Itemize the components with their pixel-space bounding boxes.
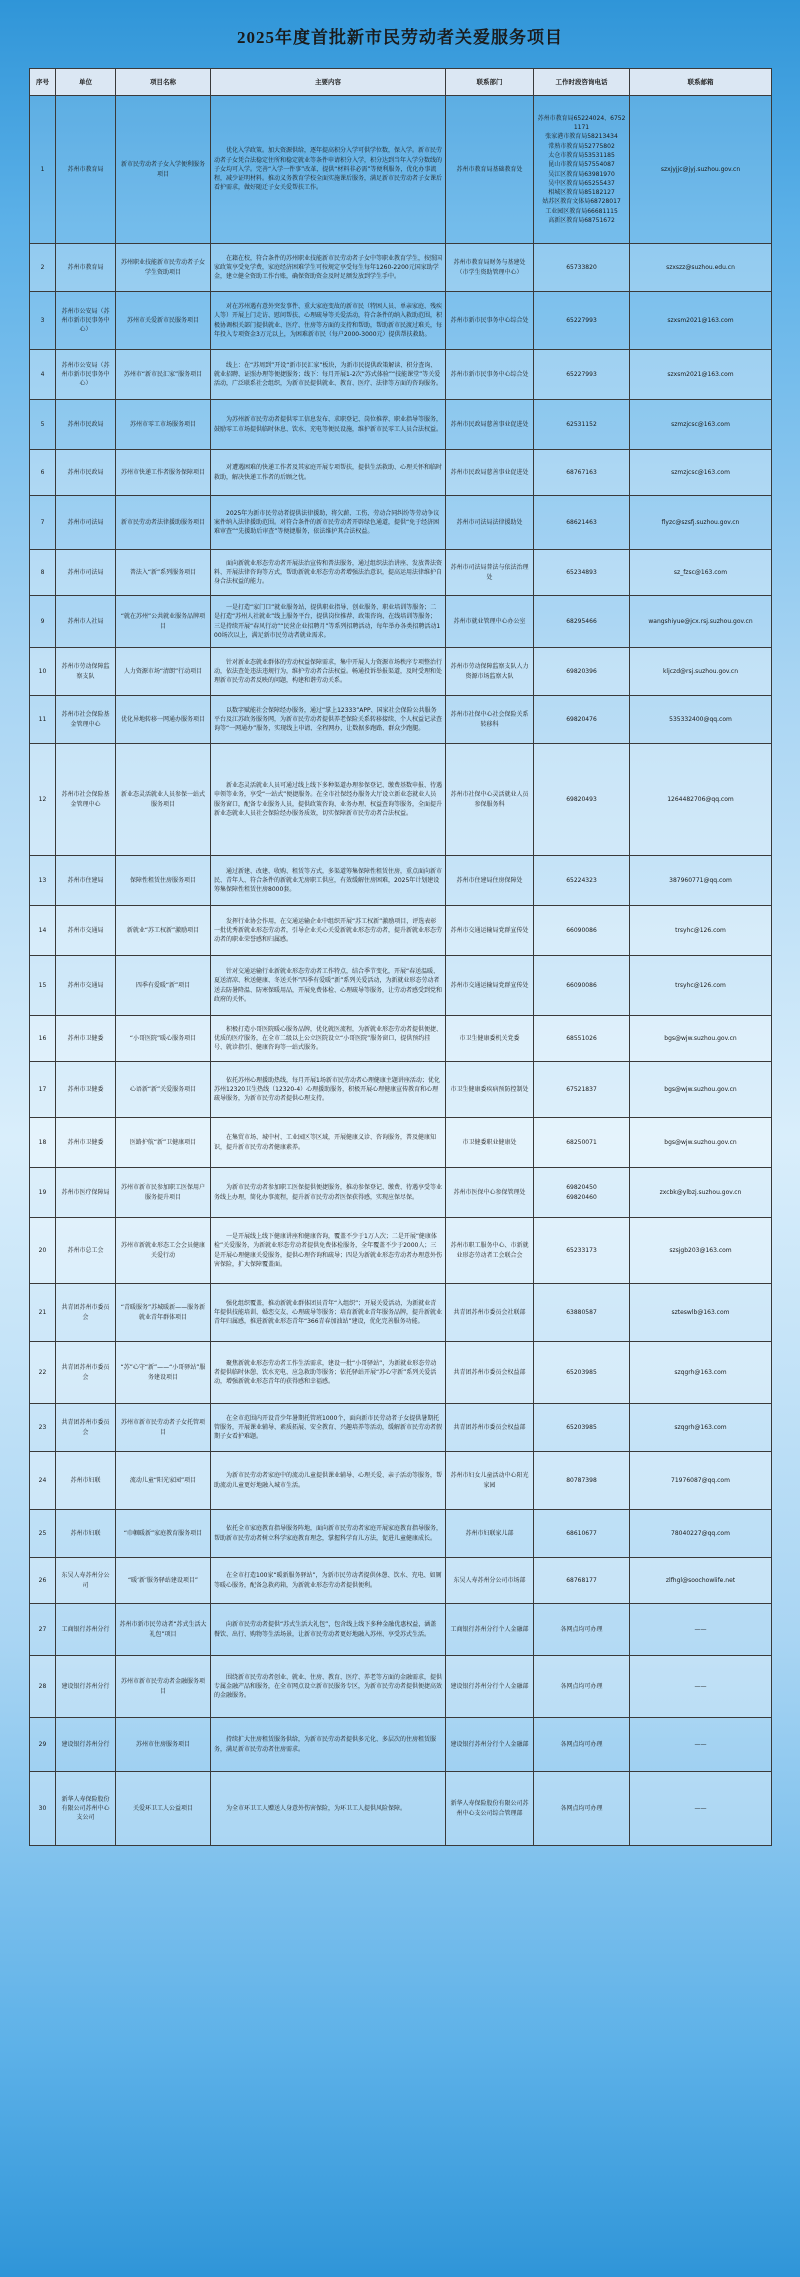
row-project-name: 心语新“新”关爱服务项目 <box>116 1062 211 1118</box>
table-row <box>30 596 772 648</box>
row-project-name: 苏州市住房服务项目 <box>116 1718 211 1772</box>
row-number: 21 <box>30 1284 56 1342</box>
table-row <box>30 550 772 596</box>
row-dept: 苏州市就业管理中心办公室 <box>446 596 534 648</box>
row-content: 通过新建、改建、收购、租赁等方式，多渠道筹集保障性租赁住房，重点面向新市民、青年人、符合条件的新就业无房职工供应，有效缓解住房困难，2025年计划建设筹集保障性租赁住房8000套。 <box>211 856 446 906</box>
row-number: 8 <box>30 550 56 596</box>
row-dept: 苏州市新市民事务中心综合处 <box>446 350 534 400</box>
table-row <box>30 1342 772 1404</box>
table-row <box>30 744 772 856</box>
row-unit: 共青团苏州市委员会 <box>56 1284 116 1342</box>
header-dept: 联系部门 <box>446 69 534 96</box>
row-dept: 共青团苏州市委员会社联部 <box>446 1284 534 1342</box>
row-project-name: 四季有爱暖“新”项目 <box>116 956 211 1016</box>
table-row <box>30 1656 772 1718</box>
row-email[interactable]: zxcbk@ylbzj.suzhou.gov.cn <box>630 1168 772 1218</box>
row-number: 30 <box>30 1772 56 1846</box>
row-number: 9 <box>30 596 56 648</box>
row-project-name: 流动儿童“阳光家园”项目 <box>116 1452 211 1510</box>
row-content: 针对交通运输行业新就业形态劳动者工作特点，结合季节变化，开展“春送温暖、夏送清凉、秋送健康、冬送关怀”四季有爱暖“新”系列关爱活动，为新就业形态劳动者送去防暑降温、防寒保暖用品，开展免费体检、心理疏导等服务，让劳动者感受到党和政府的关怀。 <box>211 956 446 1016</box>
row-dept: 苏州市司法局普法与依法治理处 <box>446 550 534 596</box>
row-number: 7 <box>30 496 56 550</box>
row-dept: 苏州市劳动保障监察支队人力资源市场监察大队 <box>446 648 534 696</box>
row-phone: 65203985 <box>534 1404 630 1452</box>
row-content: 针对新业态就业群体的劳动权益保障需求，集中开展人力资源市场秩序专项整治行动，依法查处违法违规行为，维护劳动者合法权益。畅通投诉举报渠道，及时受理和处理新市民劳动者反映的问题，构建和谐劳动关系。 <box>211 648 446 696</box>
row-dept: 苏州市教育局基础教育处 <box>446 96 534 244</box>
row-unit: 苏州市人社局 <box>56 596 116 648</box>
row-project-name: 新就业“苏工权新”激励项目 <box>116 906 211 956</box>
table-row <box>30 1718 772 1772</box>
row-unit: 苏州市医疗保障局 <box>56 1168 116 1218</box>
row-dept: 苏州市民政局慈善事业促进处 <box>446 400 534 450</box>
row-project-name: 苏州市新就业形态工会会员健康关爱行动 <box>116 1218 211 1284</box>
header-phone: 工作时段咨询电话 <box>534 69 630 96</box>
row-number: 11 <box>30 696 56 744</box>
row-phone: 各网点均可办理 <box>534 1718 630 1772</box>
row-phone: 68551026 <box>534 1016 630 1062</box>
row-number: 23 <box>30 1404 56 1452</box>
row-email[interactable]: szqgrh@163.com <box>630 1342 772 1404</box>
row-content: 聚焦新就业形态劳动者工作生活需求，建设一批“小哥驿站”，为新就业形态劳动者提供临时休憩、饮水充电、应急救助等服务；依托驿站开展“苏心守新”系列关爱活动，增强新就业形态青年的获得感和幸福感。 <box>211 1342 446 1404</box>
row-email[interactable]: zlfhgl@soochowlife.net <box>630 1558 772 1604</box>
table-row <box>30 1062 772 1118</box>
table-row <box>30 1218 772 1284</box>
row-number: 15 <box>30 956 56 1016</box>
row-phone: 65733820 <box>534 244 630 292</box>
row-project-name: 苏州职业技能新市民劳动者子女学生资助项目 <box>116 244 211 292</box>
row-content: 依托全市家庭教育指导服务阵地，面向新市民劳动者家庭开展家庭教育指导服务，帮助新市民劳动者树立科学家庭教育理念，掌握科学育儿方法，促进儿童健康成长。 <box>211 1510 446 1558</box>
row-unit: 苏州市交通局 <box>56 906 116 956</box>
row-email[interactable]: kljczd@rsj.suzhou.gov.cn <box>630 648 772 696</box>
row-content: 向新市民劳动者提供“苏式生活大礼包”，包含线上线下多种金融优惠权益，涵盖餐饮、出行、购物等生活场景，让新市民劳动者更好地融入苏州、享受苏式生活。 <box>211 1604 446 1656</box>
row-project-name: 苏州市“新市民汇家”服务项目 <box>116 350 211 400</box>
row-content: 对在苏州遇有意外突发事件、重大家庭变故的新市民（特困人员、单亲家庭、残疾人等）开展上门走访、慰问帮扶、心理疏导等关爱活动，符合条件的纳入救助范围，积极协调相关部门提供就业、医疗、住房等方面的支持和帮助，帮助新市民渡过难关，每年投入专项资金3万元以上，为困难新市民（每户2000-3000元）提供帮扶救助。 <box>211 292 446 350</box>
row-email: —— <box>630 1772 772 1846</box>
row-content: 线上：在“苏周到”开设“新市民汇家”板块，为新市民提供政策解读、积分查询、就业招聘、证照办理等便捷服务；线下：每月开展1-2次“苏式体验”“技能课堂”等关爱活动，广泛联系社会组织，为新市民提供就业、教育、医疗、法律等方面的咨询服务。 <box>211 350 446 400</box>
row-project-name: 新市民劳动者法律援助服务项目 <box>116 496 211 550</box>
row-number: 19 <box>30 1168 56 1218</box>
row-dept: 苏州市交通运输局党群宣传处 <box>446 906 534 956</box>
row-number: 26 <box>30 1558 56 1604</box>
table-row <box>30 244 772 292</box>
row-unit: 建设银行苏州分行 <box>56 1718 116 1772</box>
row-phone: 各网点均可办理 <box>534 1656 630 1718</box>
header-project-name: 项目名称 <box>116 69 211 96</box>
row-dept: 共青团苏州市委员会权益部 <box>446 1404 534 1452</box>
table-row <box>30 1558 772 1604</box>
row-content: 对遭遇困难的快递工作者及其家庭开展专项帮扶，提供生活救助、心理关怀和临时救助，解决快递工作者的后顾之忧。 <box>211 450 446 496</box>
row-project-name: “就在苏州”公共就业服务品牌项目 <box>116 596 211 648</box>
row-unit: 苏州市劳动保障监察支队 <box>56 648 116 696</box>
row-phone: 65227993 <box>534 350 630 400</box>
row-phone: 68610677 <box>534 1510 630 1558</box>
row-unit: 苏州市司法局 <box>56 496 116 550</box>
row-unit: 工商银行苏州分行 <box>56 1604 116 1656</box>
row-project-name: 人力资源市场“清朗”行动项目 <box>116 648 211 696</box>
row-number: 29 <box>30 1718 56 1772</box>
row-content: 积极打造小哥医院暖心服务品牌，优化就医流程，为新就业形态劳动者提供便捷、优质的医疗服务，在全市二级以上公立医院设立“小哥医院”服务窗口，提供预约挂号、就诊指引、健康咨询等一站式服务。 <box>211 1016 446 1062</box>
row-number: 13 <box>30 856 56 906</box>
table-row <box>30 1604 772 1656</box>
row-email[interactable]: szsjgb203@163.com <box>630 1218 772 1284</box>
row-phone: 苏州市教育局65224024、67521171 张家港市教育局58213434 常熟市教育局52775802 太仓市教育局53531185 昆山市教育局57554087 吴江区教育局63981970 吴中区教育局65255437 相城区教育局85182127 姑苏区教育文体局68728017 工业园区教育局66681115 高新区教育局68751672 <box>534 96 630 244</box>
table-row <box>30 400 772 450</box>
table-row <box>30 350 772 400</box>
row-project-name: 苏州市新市民劳动者金融服务项目 <box>116 1656 211 1718</box>
row-unit: 苏州市总工会 <box>56 1218 116 1284</box>
header-content: 主要内容 <box>211 69 446 96</box>
row-project-name: 苏州市零工市场服务项目 <box>116 400 211 450</box>
row-phone: 65233173 <box>534 1218 630 1284</box>
row-unit: 新华人寿保险股份有限公司苏州中心支公司 <box>56 1772 116 1846</box>
row-phone: 69820396 <box>534 648 630 696</box>
row-phone: 各网点均可办理 <box>534 1772 630 1846</box>
row-number: 10 <box>30 648 56 696</box>
row-project-name: “苏”心守“新”——“小哥驿站”服务建设项目 <box>116 1342 211 1404</box>
row-content: 以数字赋能社会保障经办服务，通过“掌上12333”APP、国家社会保险公共服务平台及江苏政务服务网，为新市民劳动者提供养老保险关系转移接续、个人权益记录查询等“一网通办”服务，实现线上申请、全程网办，让数据多跑路、群众少跑腿。 <box>211 696 446 744</box>
table-row <box>30 1118 772 1168</box>
row-email[interactable]: sz_fzsc@163.com <box>630 550 772 596</box>
row-phone: 69820476 <box>534 696 630 744</box>
table-row <box>30 496 772 550</box>
row-email[interactable]: szmzjcsc@163.com <box>630 450 772 496</box>
row-dept: 苏州市社保中心灵活就业人员参保服务科 <box>446 744 534 856</box>
row-email[interactable]: szqgrh@163.com <box>630 1404 772 1452</box>
row-email[interactable]: bgs@wjw.suzhou.gov.cn <box>630 1062 772 1118</box>
row-unit: 建设银行苏州分行 <box>56 1656 116 1718</box>
table-row <box>30 1510 772 1558</box>
row-content: 为全市环卫工人赠送人身意外伤害保险，为环卫工人提供风险保障。 <box>211 1772 446 1846</box>
row-content: 依托苏州心理援助热线，每月开展1场新市民劳动者心理健康主题讲座活动；优化苏州12320卫生热线（12320-4）心理援助服务，积极开展心理健康宣传教育和心理疏导服务，为新市民劳动者提供心理支持。 <box>211 1062 446 1118</box>
row-dept: 苏州市教育局财务与基建处（市学生资助管理中心） <box>446 244 534 292</box>
row-content: 围绕新市民劳动者创业、就业、住房、教育、医疗、养老等方面的金融需求，提供专属金融产品和服务，在全市网点设立新市民服务专区，为新市民劳动者提供便捷高效的金融服务。 <box>211 1656 446 1718</box>
row-phone: 68768177 <box>534 1558 630 1604</box>
row-unit: 苏州市卫健委 <box>56 1062 116 1118</box>
row-number: 4 <box>30 350 56 400</box>
row-number: 24 <box>30 1452 56 1510</box>
row-project-name: 保障性租赁住房服务项目 <box>116 856 211 906</box>
table-row <box>30 696 772 744</box>
row-project-name: 优化异地转移一网通办服务项目 <box>116 696 211 744</box>
row-dept: 苏州市妇联家儿部 <box>446 1510 534 1558</box>
service-projects-table <box>29 68 772 1846</box>
row-number: 25 <box>30 1510 56 1558</box>
row-email[interactable]: 387960771@qq.com <box>630 856 772 906</box>
row-phone: 66090086 <box>534 956 630 1016</box>
row-dept: 苏州市住建局住房保障处 <box>446 856 534 906</box>
table-row <box>30 292 772 350</box>
row-dept: 苏州市妇女儿童活动中心阳光家园 <box>446 1452 534 1510</box>
row-phone: 65203985 <box>534 1342 630 1404</box>
row-email[interactable]: szxsm2021@163.com <box>630 350 772 400</box>
header-email: 联系邮箱 <box>630 69 772 96</box>
row-phone: 65224323 <box>534 856 630 906</box>
row-content: 在全市范围内开设青少年暑期托管班1000个，面向新市民劳动者子女提供暑期托管服务，开展课业辅导、素质拓展、安全教育、兴趣培养等活动，缓解新市民劳动者假期子女看护难题。 <box>211 1404 446 1452</box>
row-content: 一是打造“家门口”就业服务站，提供职业指导、创业服务、职业培训等服务；二是打造“苏州人社就业”线上服务平台，提供岗位推荐、政策咨询、在线培训等服务；三是持续开展“春风行动”“民营企业招聘月”等系列招聘活动，每年举办各类招聘活动100场次以上，满足新市民劳动者就业需求。 <box>211 596 446 648</box>
row-dept: 市卫生健康委机关党委 <box>446 1016 534 1062</box>
row-dept: 共青团苏州市委员会权益部 <box>446 1342 534 1404</box>
row-email[interactable]: 535332400@qq.com <box>630 696 772 744</box>
row-phone: 68621463 <box>534 496 630 550</box>
row-unit: 苏州市卫健委 <box>56 1016 116 1062</box>
row-email: —— <box>630 1718 772 1772</box>
row-number: 22 <box>30 1342 56 1404</box>
table-row <box>30 96 772 244</box>
row-unit: 苏州市交通局 <box>56 956 116 1016</box>
table-row <box>30 450 772 496</box>
table-row <box>30 648 772 696</box>
row-unit: 苏州市社会保险基金管理中心 <box>56 744 116 856</box>
row-dept: 建设银行苏州分行个人金融部 <box>446 1656 534 1718</box>
row-number: 18 <box>30 1118 56 1168</box>
row-email[interactable]: szxjyjjc@jyj.suzhou.gov.cn <box>630 96 772 244</box>
table-header-row <box>30 69 772 96</box>
row-project-name: 苏州市快递工作者服务保障项目 <box>116 450 211 496</box>
row-dept: 苏州市民政局慈善事业促进处 <box>446 450 534 496</box>
page-title: 2025年度首批新市民劳动者关爱服务项目 <box>237 28 563 47</box>
row-dept: 市卫生健康委疾病预防控制处 <box>446 1062 534 1118</box>
row-number: 1 <box>30 96 56 244</box>
row-unit: 苏州市妇联 <box>56 1510 116 1558</box>
row-project-name: 苏州市关爱新市民服务项目 <box>116 292 211 350</box>
row-dept: 工商银行苏州分行个人金融部 <box>446 1604 534 1656</box>
row-content: 在籍在校，符合条件的苏州职业技能新市民劳动者子女中等职业教育学生，按照国家政策享受免学费，家庭经济困难学生可按规定享受每生每年1260-2200元国家助学金，建立健全资助工作台账，确保资助资金及时足额发放到学生手中。 <box>211 244 446 292</box>
row-email[interactable]: szmzjcsc@163.com <box>630 400 772 450</box>
table-row <box>30 856 772 906</box>
row-content: 为新市民劳动者家庭中的流动儿童提供课业辅导、心理关爱、亲子活动等服务，帮助流动儿童更好地融入城市生活。 <box>211 1452 446 1510</box>
row-unit: 共青团苏州市委员会 <box>56 1404 116 1452</box>
row-content: 一是开展线上线下健康讲座和健康咨询，覆盖不少于1万人次；二是开展“健康体检”关爱服务，为新就业形态劳动者提供免费体检服务，全年覆盖不少于2000人；三是开展心理健康关爱服务，提供心理咨询和疏导；四是为新就业形态劳动者办理意外伤害保险，扩大保障覆盖面。 <box>211 1218 446 1284</box>
row-content: 在全市打造100家“暖新服务驿站”，为新市民劳动者提供休憩、饮水、充电、如厕等暖心服务，配备急救药箱，为新就业形态劳动者提供便利。 <box>211 1558 446 1604</box>
row-project-name: 关爱环卫工人公益项目 <box>116 1772 211 1846</box>
row-phone: 63880587 <box>534 1284 630 1342</box>
row-project-name: “暖‘新’服务驿站建设项目” <box>116 1558 211 1604</box>
table-row <box>30 1016 772 1062</box>
row-number: 6 <box>30 450 56 496</box>
row-unit: 苏州市妇联 <box>56 1452 116 1510</box>
row-number: 14 <box>30 906 56 956</box>
row-unit: 东吴人寿苏州分公司 <box>56 1558 116 1604</box>
row-email[interactable]: szxsm2021@163.com <box>630 292 772 350</box>
row-email[interactable]: bgs@wjw.suzhou.gov.cn <box>630 1118 772 1168</box>
row-phone: 68250071 <box>534 1118 630 1168</box>
row-dept: 东吴人寿苏州分公司市场部 <box>446 1558 534 1604</box>
row-email[interactable]: wangshiyue@jcx.rsj.suzhou.gov.cn <box>630 596 772 648</box>
row-email[interactable]: bgs@wjw.suzhou.gov.cn <box>630 1016 772 1062</box>
row-phone: 67521837 <box>534 1062 630 1118</box>
row-content: 面向新就业形态劳动者开展法治宣传和普法服务，通过组织法治讲座、发放普法资料、开展法律咨询等方式，帮助新就业形态劳动者增强法治意识，提高运用法律维护自身合法权益的能力。 <box>211 550 446 596</box>
row-content: 新业态灵活就业人员可通过线上线下多种渠道办理参保登记、缴费基数申报、待遇申领等业务，享受“一站式”便捷服务。在全市社保经办服务大厅设立新业态就业人员服务窗口，配备专业服务人员，提供政策咨询、业务办理、权益查询等服务，全面提升新业态就业人员社会保险经办服务质效，切实保障新市民劳动者合法权益。 <box>211 744 446 856</box>
row-number: 2 <box>30 244 56 292</box>
row-project-name: 普法入“新”系列服务项目 <box>116 550 211 596</box>
row-phone: 69820493 <box>534 744 630 856</box>
row-email[interactable]: szteswlb@163.com <box>630 1284 772 1342</box>
row-number: 16 <box>30 1016 56 1062</box>
row-email: —— <box>630 1656 772 1718</box>
row-email[interactable]: 71976087@qq.com <box>630 1452 772 1510</box>
row-unit: 苏州市公安局（苏州市新市民事务中心） <box>56 350 116 400</box>
row-phone: 66090086 <box>534 906 630 956</box>
row-dept: 苏州市新市民事务中心综合处 <box>446 292 534 350</box>
row-content: 为苏州新市民劳动者提供零工信息发布、求职登记、岗位推荐、职业指导等服务，鼓励零工市场提供临时休息、饮水、充电等便民设施，维护新市民零工人员合法权益。 <box>211 400 446 450</box>
row-email[interactable]: 1264482706@qq.com <box>630 744 772 856</box>
row-number: 28 <box>30 1656 56 1718</box>
table-row <box>30 1452 772 1510</box>
row-project-name: 新市民劳动者子女入学便利服务项目 <box>116 96 211 244</box>
row-unit: 苏州市司法局 <box>56 550 116 596</box>
header-unit: 单位 <box>56 69 116 96</box>
table-row <box>30 906 772 956</box>
row-dept: 市卫健委职业健康处 <box>446 1118 534 1168</box>
row-unit: 苏州市公安局（苏州市新市民事务中心） <box>56 292 116 350</box>
row-email: —— <box>630 1604 772 1656</box>
header-no: 序号 <box>30 69 56 96</box>
row-unit: 苏州市教育局 <box>56 244 116 292</box>
row-number: 5 <box>30 400 56 450</box>
row-phone: 65227993 <box>534 292 630 350</box>
row-content: 2025年为新市民劳动者提供法律援助，将欠薪、工伤、劳动合同纠纷等劳动争议案件纳入法律援助范围。对符合条件的新市民劳动者开辟绿色通道，提供“免于经济困难审查”“先援助后审查”等便捷服务，依法维护其合法权益。 <box>211 496 446 550</box>
table-row <box>30 1168 772 1218</box>
row-phone: 68767163 <box>534 450 630 496</box>
row-content: 在集贸市场、城中村、工业园区等区域，开展健康义诊、咨询服务，普及健康知识，提升新市民劳动者健康素养。 <box>211 1118 446 1168</box>
row-email[interactable]: trsyhc@126.com <box>630 956 772 1016</box>
row-project-name: 苏州市新市民劳动者“苏式生活大礼包”项目 <box>116 1604 211 1656</box>
row-project-name: “小哥医院”暖心服务项目 <box>116 1016 211 1062</box>
row-dept: 建设银行苏州分行个人金融部 <box>446 1718 534 1772</box>
row-phone: 80787398 <box>534 1452 630 1510</box>
row-email[interactable]: 78040227@qq.com <box>630 1510 772 1558</box>
row-unit: 苏州市教育局 <box>56 96 116 244</box>
row-phone: 65234893 <box>534 550 630 596</box>
row-project-name: “巾帼暖新”家庭教育服务项目 <box>116 1510 211 1558</box>
table-row <box>30 1772 772 1846</box>
row-project-name: “青暖服务”苏城暖新——服务新就业青年群体项目 <box>116 1284 211 1342</box>
row-dept: 新华人寿保险股份有限公司苏州中心支公司综合管理部 <box>446 1772 534 1846</box>
row-phone: 62531152 <box>534 400 630 450</box>
row-project-name: 苏州市新市民参加职工医保用户服务提升项目 <box>116 1168 211 1218</box>
table-row <box>30 956 772 1016</box>
row-number: 27 <box>30 1604 56 1656</box>
row-unit: 共青团苏州市委员会 <box>56 1342 116 1404</box>
row-phone: 69820450 69820460 <box>534 1168 630 1218</box>
row-number: 12 <box>30 744 56 856</box>
row-phone: 各网点均可办理 <box>534 1604 630 1656</box>
row-number: 3 <box>30 292 56 350</box>
row-phone: 68295466 <box>534 596 630 648</box>
row-content: 优化入学政策。加大资源供给，逐年提高积分入学可供学位数，保入学。新市民劳动者子女凭合法稳定住所和稳定就业等条件申请积分入学，积分达到当年入学分数线的子女均可入学。完善“入学一件事”改革，提供“材料非必需”等便利服务，优化办事流程，减少证明材料。推动义务教育学校全面实施课后服务，满足新市民劳动者子女课后看护需求，做好随迁子女关爱帮扶工作。 <box>211 96 446 244</box>
row-unit: 苏州市社会保险基金管理中心 <box>56 696 116 744</box>
row-dept: 苏州市司法局法律援助处 <box>446 496 534 550</box>
row-email[interactable]: trsyhc@126.com <box>630 906 772 956</box>
row-number: 17 <box>30 1062 56 1118</box>
row-content: 为新市民劳动者参加职工医保提供便捷服务，推动参保登记、缴费、待遇享受等业务线上办理，简化办事流程，提升新市民劳动者医保获得感，实现应保尽保。 <box>211 1168 446 1218</box>
row-unit: 苏州市民政局 <box>56 400 116 450</box>
row-dept: 苏州市社保中心社会保险关系转移科 <box>446 696 534 744</box>
row-project-name: 新业态灵活就业人员参保一站式服务项目 <box>116 744 211 856</box>
row-dept: 苏州市交通运输局党群宣传处 <box>446 956 534 1016</box>
row-email[interactable]: szxszz@suzhou.edu.cn <box>630 244 772 292</box>
row-content: 发挥行业协会作用，在交通运输企业中组织开展“苏工权新”激励项目，评选表彰一批优秀新就业形态劳动者，引导企业关心关爱新就业形态劳动者，提升新就业形态劳动者的职业荣誉感和归属感。 <box>211 906 446 956</box>
row-content: 持续扩大住房租赁服务供给，为新市民劳动者提供多元化、多层次的住房租赁服务，满足新市民劳动者住房需求。 <box>211 1718 446 1772</box>
row-project-name: 苏州市新市民劳动者子女托管项目 <box>116 1404 211 1452</box>
row-unit: 苏州市住建局 <box>56 856 116 906</box>
row-dept: 苏州市职工服务中心、市新就业形态劳动者工会联合会 <box>446 1218 534 1284</box>
table-row <box>30 1404 772 1452</box>
row-content: 强化组织覆盖，推动新就业群体团员青年“入组织”；开展关爱活动，为新就业青年提供技能培训、婚恋交友、心理疏导等服务；培育新就业青年服务品牌，提升新就业青年归属感，推进新就业形态青年“366青春加油站”建设，优化完善服务功能。 <box>211 1284 446 1342</box>
row-unit: 苏州市卫健委 <box>56 1118 116 1168</box>
row-project-name: 医路护航“新”卫健康项目 <box>116 1118 211 1168</box>
row-unit: 苏州市民政局 <box>56 450 116 496</box>
table-row <box>30 1284 772 1342</box>
row-email[interactable]: flyzc@szsfj.suzhou.gov.cn <box>630 496 772 550</box>
row-dept: 苏州市医保中心参保管理处 <box>446 1168 534 1218</box>
row-number: 20 <box>30 1218 56 1284</box>
